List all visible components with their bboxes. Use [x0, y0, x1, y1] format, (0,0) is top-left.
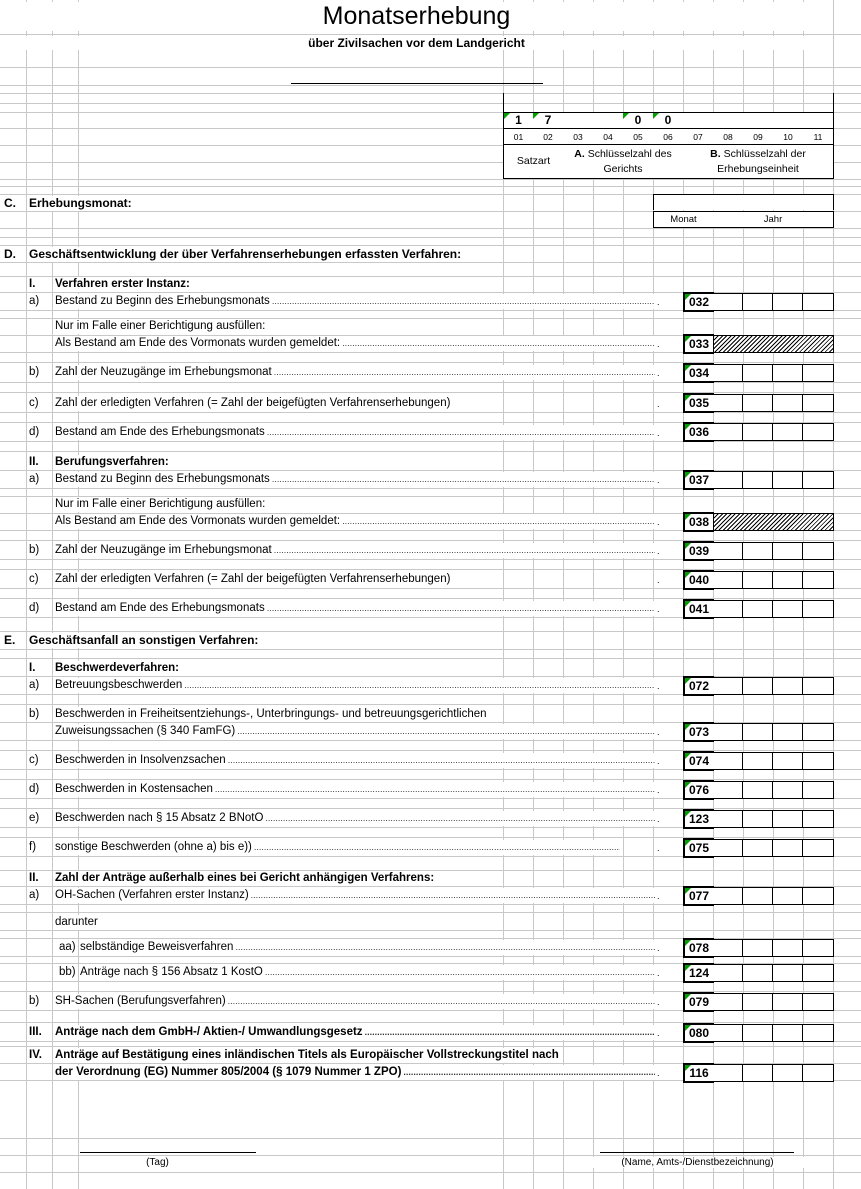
value-cell-078-2[interactable]: [743, 939, 773, 957]
e4-title-1: Anträge auf Bestätigung eines inländischen Titels als Europäischer Vollstreckungstitel nach: [55, 1049, 559, 1061]
value-cell-079-3[interactable]: [773, 993, 803, 1011]
code-039: 039: [683, 541, 714, 561]
page-subtitle: über Zivilsachen vor dem Landgericht: [0, 36, 833, 50]
value-cell-073-3[interactable]: [773, 723, 803, 741]
jahr-caption: Jahr: [713, 211, 834, 228]
e1d-label: Beschwerden in Kostensachen .....: [55, 782, 655, 797]
d2a-letter: a): [29, 473, 40, 485]
value-cell-124-4[interactable]: [803, 964, 834, 982]
code-033: 033: [683, 334, 714, 354]
d1-note2: Als Bestand am Ende des Vormonats wurden gemeldet: .....: [55, 336, 655, 351]
e2bb-label: Anträge nach § 156 Absatz 1 KostO .....: [80, 965, 655, 980]
d1a-letter: a): [29, 295, 40, 307]
value-cell-077-2[interactable]: [743, 887, 773, 905]
value-cell-039-2[interactable]: [743, 542, 773, 560]
key-position-3: 03: [563, 128, 594, 145]
key-position-4: 04: [593, 128, 624, 145]
e3-title: Anträge nach dem GmbH-/ Aktien-/ Umwandlungsgesetz .....: [55, 1025, 655, 1040]
code-038: 038: [683, 512, 714, 532]
code-074: 074: [683, 751, 714, 771]
value-cell-041-3[interactable]: [773, 600, 803, 618]
value-cell-041-2[interactable]: [743, 600, 773, 618]
e2b-label: SH-Sachen (Berufungsverfahren) .....: [55, 994, 655, 1009]
monat-caption: Monat: [653, 211, 714, 228]
value-cell-032-1[interactable]: [713, 293, 743, 311]
e3-num: III.: [29, 1026, 42, 1038]
satzart-caption: Satzart: [503, 145, 564, 179]
tag-caption: (Tag): [80, 1157, 235, 1168]
value-cell-041-1[interactable]: [713, 600, 743, 618]
value-cell-077-4[interactable]: [803, 887, 834, 905]
key-position-2: 02: [533, 128, 564, 145]
d2b-letter: b): [29, 544, 40, 556]
value-cell-076-3[interactable]: [773, 781, 803, 799]
code-116: 116: [683, 1063, 714, 1083]
value-cell-072-3[interactable]: [773, 677, 803, 695]
d1-title: Verfahren erster Instanz:: [55, 278, 190, 290]
header-underline: [291, 83, 543, 84]
value-cell-036-4[interactable]: [803, 423, 834, 441]
value-cell-123-2[interactable]: [743, 810, 773, 828]
key-digit-5[interactable]: 0: [623, 112, 654, 128]
value-cell-080-1[interactable]: [713, 1024, 743, 1042]
e2aa-label: selbständige Beweisverfahren .....: [80, 940, 655, 955]
value-cell-040-2[interactable]: [743, 571, 773, 589]
value-cell-037-1[interactable]: [713, 471, 743, 489]
hatched-field-033: [713, 335, 834, 353]
value-cell-073-2[interactable]: [743, 723, 773, 741]
key-position-8: 08: [713, 128, 744, 145]
key-position-9: 09: [743, 128, 774, 145]
value-cell-035-2[interactable]: [743, 394, 773, 412]
value-cell-078-1[interactable]: [713, 939, 743, 957]
value-cell-037-3[interactable]: [773, 471, 803, 489]
value-cell-034-1[interactable]: [713, 364, 743, 382]
code-041: 041: [683, 599, 714, 619]
value-cell-124-2[interactable]: [743, 964, 773, 982]
month-digit-1[interactable]: [653, 194, 684, 210]
d2-note1: Nur im Falle einer Berichtigung ausfüllen:: [55, 498, 266, 510]
value-cell-079-4[interactable]: [803, 993, 834, 1011]
value-cell-073-4[interactable]: [803, 723, 834, 741]
code-072: 072: [683, 676, 714, 696]
d2-note2: Als Bestand am Ende des Vormonats wurden gemeldet: .....: [55, 514, 655, 529]
value-cell-074-2[interactable]: [743, 752, 773, 770]
value-cell-037-2[interactable]: [743, 471, 773, 489]
e2bb-letter: bb): [59, 966, 76, 978]
key-position-5: 05: [623, 128, 654, 145]
value-cell-123-1[interactable]: [713, 810, 743, 828]
e2-num: II.: [29, 872, 39, 884]
value-cell-079-1[interactable]: [713, 993, 743, 1011]
value-cell-077-1[interactable]: [713, 887, 743, 905]
code-079: 079: [683, 992, 714, 1012]
value-cell-116-2[interactable]: [743, 1064, 773, 1082]
d2a-label: Bestand zu Beginn des Erhebungsmonats .....: [55, 472, 655, 487]
value-cell-080-4[interactable]: [803, 1024, 834, 1042]
section-e-title: Geschäftsanfall an sonstigen Verfahren:: [29, 633, 259, 647]
d2-title: Berufungsverfahren:: [55, 456, 169, 468]
value-cell-073-1[interactable]: [713, 723, 743, 741]
value-cell-077-3[interactable]: [773, 887, 803, 905]
value-cell-079-2[interactable]: [743, 993, 773, 1011]
value-cell-074-3[interactable]: [773, 752, 803, 770]
d2b-label: Zahl der Neuzugänge im Erhebungsmonat .....: [55, 543, 655, 558]
code-073: 073: [683, 722, 714, 742]
e2aa-letter: aa): [59, 941, 76, 953]
value-cell-036-1[interactable]: [713, 423, 743, 441]
page-title: Monatserhebung: [0, 2, 833, 31]
d1a-label: Bestand zu Beginn des Erhebungsmonats .....: [55, 294, 655, 309]
d1c-label: Zahl der erledigten Verfahren (= Zahl der beigefügten Verfahrenserhebungen): [55, 397, 451, 409]
d1-num: I.: [29, 278, 36, 290]
e1-title: Beschwerdeverfahren:: [55, 662, 179, 674]
value-cell-116-4[interactable]: [803, 1064, 834, 1082]
value-cell-039-1[interactable]: [713, 542, 743, 560]
code-036: 036: [683, 422, 714, 442]
value-cell-076-4[interactable]: [803, 781, 834, 799]
section-d-title: Geschäftsentwicklung der über Verfahrenserhebungen erfassten Verfahren:: [29, 247, 462, 261]
value-cell-080-2[interactable]: [743, 1024, 773, 1042]
e2-darunter: darunter: [55, 916, 98, 928]
value-cell-034-4[interactable]: [803, 364, 834, 382]
value-cell-080-3[interactable]: [773, 1024, 803, 1042]
d1d-label: Bestand am Ende des Erhebungsmonats .....: [55, 425, 655, 440]
name-signature-line: [600, 1152, 794, 1153]
d2c-letter: c): [29, 573, 39, 585]
value-cell-032-3[interactable]: [773, 293, 803, 311]
date-signature-line: [80, 1152, 256, 1153]
value-cell-078-3[interactable]: [773, 939, 803, 957]
d1b-label: Zahl der Neuzugänge im Erhebungsmonat .....: [55, 365, 655, 380]
value-cell-036-3[interactable]: [773, 423, 803, 441]
e2a-letter: a): [29, 889, 40, 901]
code-124: 124: [683, 963, 714, 983]
value-cell-078-4[interactable]: [803, 939, 834, 957]
code-078: 078: [683, 938, 714, 958]
value-cell-032-4[interactable]: [803, 293, 834, 311]
value-cell-074-1[interactable]: [713, 752, 743, 770]
value-cell-032-2[interactable]: [743, 293, 773, 311]
value-cell-072-2[interactable]: [743, 677, 773, 695]
e2b-letter: b): [29, 995, 40, 1007]
code-037: 037: [683, 470, 714, 490]
section-e-letter: E.: [4, 633, 16, 647]
e1b-label-1: Beschwerden in Freiheitsentziehungs-, Unterbringungs- und betreuungsgerichtlichen: [55, 708, 487, 720]
key-position-11: 11: [803, 128, 834, 145]
key-digit-1[interactable]: 1: [503, 112, 534, 128]
value-cell-040-3[interactable]: [773, 571, 803, 589]
value-cell-116-1[interactable]: [713, 1064, 743, 1082]
key-position-7: 07: [683, 128, 714, 145]
key-digit-11[interactable]: [803, 112, 834, 128]
value-cell-034-3[interactable]: [773, 364, 803, 382]
e1b-letter: b): [29, 708, 40, 720]
value-cell-076-2[interactable]: [743, 781, 773, 799]
key-digit-3[interactable]: [563, 112, 594, 128]
value-cell-072-1[interactable]: [713, 677, 743, 695]
section-c-letter: C.: [4, 196, 16, 210]
value-cell-035-1[interactable]: [713, 394, 743, 412]
key-position-1: 01: [503, 128, 534, 145]
value-cell-124-1[interactable]: [713, 964, 743, 982]
key-digit-4[interactable]: [593, 112, 624, 128]
e1a-label: Betreuungsbeschwerden .....: [55, 678, 655, 693]
value-cell-076-1[interactable]: [713, 781, 743, 799]
value-cell-040-4[interactable]: [803, 571, 834, 589]
e1c-letter: c): [29, 754, 39, 766]
value-cell-075-3[interactable]: [773, 839, 803, 857]
code-080: 080: [683, 1023, 714, 1043]
value-cell-040-1[interactable]: [713, 571, 743, 589]
key-digit-9[interactable]: [743, 112, 774, 128]
value-cell-075-1[interactable]: [713, 839, 743, 857]
hatched-field-038: [713, 513, 834, 531]
e4-num: IV.: [29, 1049, 43, 1061]
b-caption: B. Schlüsselzahl der Erhebungseinheit: [683, 145, 834, 179]
section-d-letter: D.: [4, 247, 16, 261]
name-caption: (Name, Amts-/Dienstbezeichnung): [590, 1157, 805, 1168]
value-cell-074-4[interactable]: [803, 752, 834, 770]
year-digit-4[interactable]: [803, 194, 834, 210]
code-076: 076: [683, 780, 714, 800]
d1d-letter: d): [29, 426, 40, 438]
code-034: 034: [683, 363, 714, 383]
key-digit-6[interactable]: 0: [653, 112, 684, 128]
key-digit-7[interactable]: [683, 112, 714, 128]
key-digit-10[interactable]: [773, 112, 804, 128]
e1b-label-2: Zuweisungssachen (§ 340 FamFG) .....: [55, 724, 655, 739]
value-cell-075-4[interactable]: [803, 839, 834, 857]
e1e-label: Beschwerden nach § 15 Absatz 2 BNotO .....: [55, 811, 655, 826]
e1f-label: sonstige Beschwerden (ohne a) bis e)) .....: [55, 840, 620, 855]
code-032: 032: [683, 292, 714, 312]
value-cell-072-4[interactable]: [803, 677, 834, 695]
value-cell-123-3[interactable]: [773, 810, 803, 828]
d1c-letter: c): [29, 397, 39, 409]
key-position-6: 06: [653, 128, 684, 145]
year-digit-3[interactable]: [773, 194, 804, 210]
value-cell-041-4[interactable]: [803, 600, 834, 618]
d1b-letter: b): [29, 366, 40, 378]
d2c-label: Zahl der erledigten Verfahren (= Zahl der beigefügten Verfahrenserhebungen): [55, 573, 451, 585]
code-040: 040: [683, 570, 714, 590]
value-cell-037-4[interactable]: [803, 471, 834, 489]
key-digit-8[interactable]: [713, 112, 744, 128]
month-digit-2[interactable]: [683, 194, 714, 210]
key-digit-2[interactable]: 7: [533, 112, 564, 128]
code-075: 075: [683, 838, 714, 858]
code-035: 035: [683, 393, 714, 413]
section-c-title: Erhebungsmonat:: [29, 196, 132, 210]
code-077: 077: [683, 886, 714, 906]
value-cell-124-3[interactable]: [773, 964, 803, 982]
e1a-letter: a): [29, 679, 40, 691]
value-cell-039-4[interactable]: [803, 542, 834, 560]
d1-note1: Nur im Falle einer Berichtigung ausfüllen:: [55, 320, 266, 332]
value-cell-123-4[interactable]: [803, 810, 834, 828]
d2d-letter: d): [29, 602, 40, 614]
e1d-letter: d): [29, 783, 40, 795]
value-cell-075-2[interactable]: [743, 839, 773, 857]
e1f-letter: f): [29, 841, 37, 853]
code-123: 123: [683, 809, 714, 829]
d2-num: II.: [29, 456, 39, 468]
year-digit-2[interactable]: [743, 194, 774, 210]
e2-title: Zahl der Anträge außerhalb eines bei Gericht anhängigen Verfahrens:: [55, 872, 435, 884]
value-cell-116-3[interactable]: [773, 1064, 803, 1082]
e1e-letter: e): [29, 812, 40, 824]
value-cell-039-3[interactable]: [773, 542, 803, 560]
key-position-10: 10: [773, 128, 804, 145]
value-cell-036-2[interactable]: [743, 423, 773, 441]
value-cell-035-4[interactable]: [803, 394, 834, 412]
year-digit-1[interactable]: [713, 194, 744, 210]
value-cell-035-3[interactable]: [773, 394, 803, 412]
e4-title-2: der Verordnung (EG) Nummer 805/2004 (§ 1079 Nummer 1 ZPO) .....: [55, 1065, 655, 1080]
a-caption: A. Schlüsselzahl des Gerichts: [563, 145, 684, 179]
e2a-label: OH-Sachen (Verfahren erster Instanz) .....: [55, 888, 655, 903]
value-cell-034-2[interactable]: [743, 364, 773, 382]
e1c-label: Beschwerden in Insolvenzsachen .....: [55, 753, 655, 768]
d2d-label: Bestand am Ende des Erhebungsmonats .....: [55, 601, 655, 616]
e1-num: I.: [29, 662, 36, 674]
